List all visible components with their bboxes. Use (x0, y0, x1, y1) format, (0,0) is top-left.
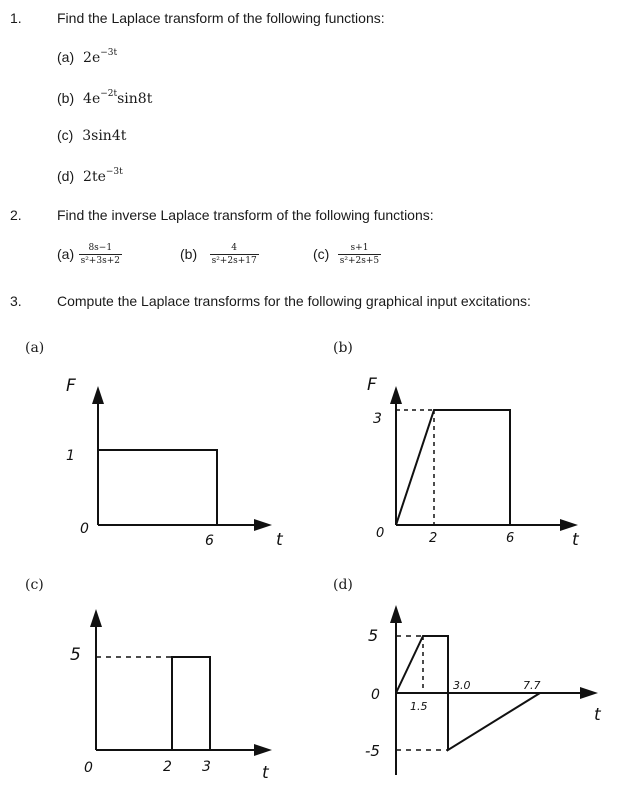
q1-item-b-label: (b) (57, 90, 75, 106)
graph-b-origin-label: 0 (376, 526, 385, 541)
graph-b-label: (b) (333, 340, 353, 356)
graph-c-x-arrow (254, 744, 272, 756)
q1-item-a-label: (a) (57, 49, 75, 65)
graph-d (390, 605, 598, 775)
q1-text: Find the Laplace transform of the following functions: (57, 10, 385, 26)
q1-item-c-coef: 3sin4t (82, 128, 127, 144)
graph-c (90, 609, 272, 756)
graph-d-tend-label: 7.7 (523, 679, 541, 692)
q1-item-a-exp: −3t (100, 48, 118, 58)
q1-item-d-label: (d) (57, 168, 75, 184)
graph-d-x-arrow (580, 687, 598, 699)
graph-c-tend-label: 3 (202, 759, 211, 775)
graph-a-y-axis-label: F (66, 376, 76, 396)
graph-d-tpeak-label: 1.5 (410, 700, 428, 713)
graph-a-y-arrow (92, 386, 104, 404)
graph-c-pulse (172, 657, 210, 750)
q2-item-a-numerator: 8s−1 (88, 243, 113, 253)
graph-b-ramp-pulse (396, 410, 510, 525)
graph-b-level-label: 3 (373, 411, 382, 427)
graph-b-x-axis-label: t (572, 530, 579, 550)
graph-a-x-axis-label: t (276, 530, 283, 550)
graph-a-pulse (98, 450, 217, 525)
graph-b-tramp-label: 2 (429, 531, 438, 546)
q2-item-c-numerator: s+1 (350, 243, 369, 253)
graph-a-level-label: 1 (66, 448, 75, 464)
q2-item-c-label: (c) (313, 246, 330, 263)
graph-c-level-label: 5 (70, 645, 81, 665)
q2-item-a-label: (a) (57, 246, 75, 263)
q3-number: 3. (10, 293, 22, 309)
q1-item-b-coef: 4e (83, 91, 101, 107)
graph-d-pos-level-label: 5 (368, 626, 379, 645)
graph-a (92, 386, 272, 531)
q1-item-d-coef: 2te (83, 169, 106, 185)
graph-c-x-axis-label: t (262, 763, 269, 783)
graph-c-origin-label: 0 (84, 760, 93, 776)
graph-d-origin-label: 0 (371, 687, 380, 703)
graph-a-x-arrow (254, 519, 272, 531)
graph-c-label: (c) (25, 577, 44, 593)
graph-c-tstart-label: 2 (163, 759, 172, 775)
q2-item-b-denominator: s²+2s+17 (211, 256, 257, 266)
graph-c-y-arrow (90, 609, 102, 627)
graph-d-y-arrow (390, 605, 402, 623)
graph-a-label: (a) (25, 340, 45, 356)
q2-item-b-label: (b) (180, 246, 198, 263)
q1-item-d-exp: −3t (105, 167, 123, 177)
graph-d-neg-level-label: -5 (365, 742, 380, 760)
q2-text: Find the inverse Laplace transform of the following functions: (57, 207, 434, 223)
graph-d-label: (d) (333, 577, 353, 593)
graph-a-tend-label: 6 (205, 533, 214, 549)
q2-item-b-numerator: 4 (231, 243, 237, 253)
q3-text: Compute the Laplace transforms for the following graphical input excitations: (57, 293, 531, 309)
q1-item-a-coef: 2e (83, 50, 101, 66)
q1-item-b-tail: sin8t (117, 91, 153, 107)
q1-number: 1. (10, 10, 22, 26)
q1-item-c-label: (c) (57, 127, 74, 143)
q2-item-a-denominator: s²+3s+2 (80, 256, 120, 266)
graph-b-y-arrow (390, 386, 402, 404)
q2-number: 2. (10, 207, 22, 223)
graph-a-origin-label: 0 (80, 521, 89, 537)
graph-d-x-axis-label: t (594, 705, 601, 725)
graph-b-y-axis-label: F (367, 375, 377, 395)
q1-item-b-exp: −2t (100, 89, 118, 99)
graph-b-tend-label: 6 (506, 531, 515, 546)
graph-b (390, 386, 578, 531)
graph-d-tdrop-label: 3.0 (453, 679, 471, 692)
q2-item-c-denominator: s²+2s+5 (339, 256, 380, 266)
